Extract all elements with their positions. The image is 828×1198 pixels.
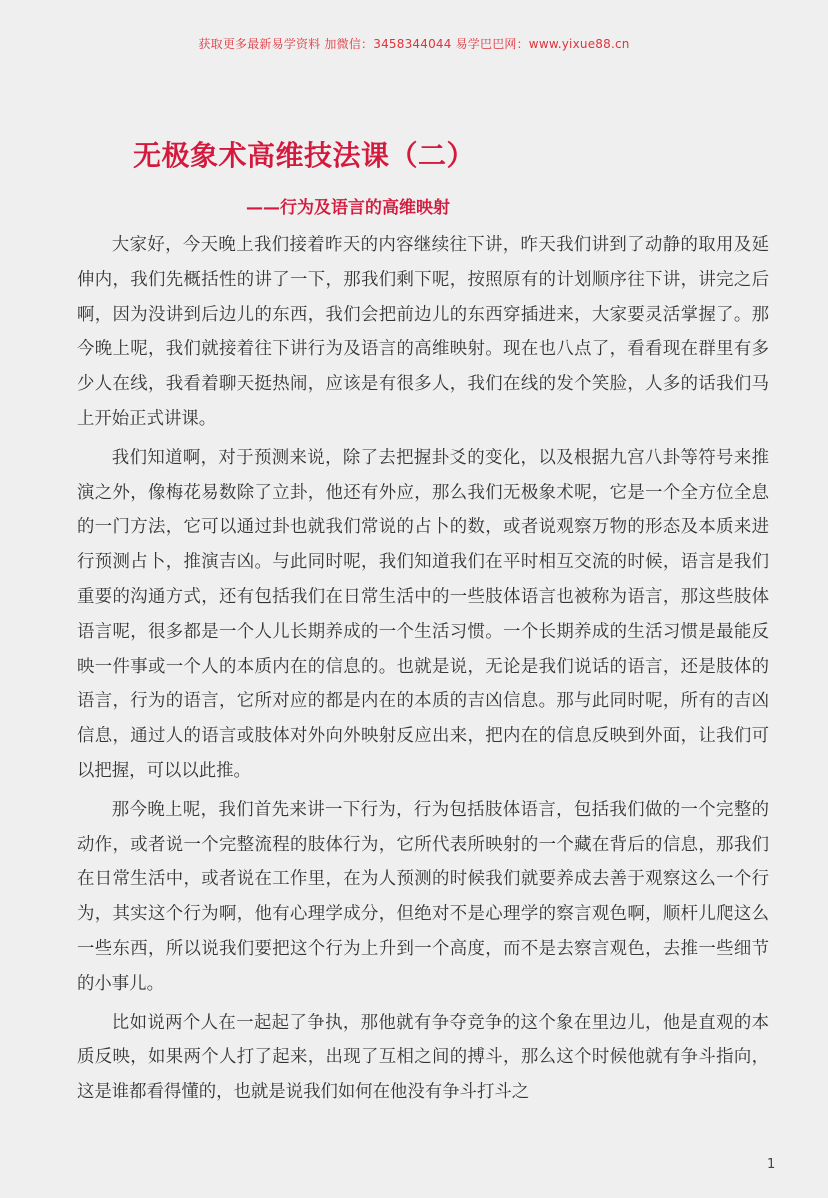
paragraph: 我们知道啊，对于预测来说，除了去把握卦爻的变化，以及根据九宫八卦等符号来推演之外，像梅花易数除了立卦，他还有外应，那么我们无极象术呢，它是一个全方位全息的一门方法，它可以通过卦也就我们常说的占卜的数，或者说观察万物的形态及本质来进行预测占卜，推演吉凶。与此同时呢，我们知道我们在平时相互交流的时候，语言是我们重要的沟通方式，还有包括我们在日常生活中的一些肢体语言也被称为语言，那这些肢体语言呢，很多都是一个人儿长期养成的一个生活习惯。一个长期养成的生活习惯是最能反映一件事或一个人的本质内在的信息的。也就是说，无论是我们说话的语言，还是肢体的语言，行为的语言，它所对应的都是内在的本质的吉凶信息。那与此同时呢，所有的吉凶信息，通过人的语言或肢体对外向外映射反应出来，把内在的信息反映到外面，让我们可以把握，可以以此推。 (77, 447, 769, 781)
paragraph: 比如说两个人在一起起了争执，那他就有争夺竞争的这个象在里边儿，他是直观的本质反映，如果两个人打了起来，出现了互相之间的搏斗，那么这个时候他就有争斗指向，这是谁都看得懂的，也就是说我们如何在他没有争斗打斗之 (77, 1012, 769, 1103)
page-number: 1 (767, 1157, 776, 1172)
document-title: 无极象术高维技法课（二） (133, 139, 476, 172)
document-body (77, 228, 769, 1114)
document-subtitle: ——行为及语言的高维映射 (246, 198, 450, 218)
header-banner: 获取更多最新易学资料 加微信：3458344044 易学巴巴网：www.yixue88.cn (198, 37, 630, 51)
paragraph: 大家好，今天晚上我们接着昨天的内容继续往下讲，昨天我们讲到了动静的取用及延伸内，我们先概括性的讲了一下，那我们剩下呢，按照原有的计划顺序往下讲，讲完之后啊，因为没讲到后边儿的东西，我们会把前边儿的东西穿插进来，大家要灵活掌握了。那今晚上呢，我们就接着往下讲行为及语言的高维映射。现在也八点了，看看现在群里有多少人在线，我看着聊天挺热闹，应该是有很多人，我们在线的发个笑脸，人多的话我们马上开始正式讲课。 (77, 235, 769, 429)
paragraph: 那今晚上呢，我们首先来讲一下行为，行为包括肢体语言，包括我们做的一个完整的动作，或者说一个完整流程的肢体行为，它所代表所映射的一个藏在背后的信息，那我们在日常生活中，或者说在工作里，在为人预测的时候我们就要养成去善于观察这么一个行为，其实这个行为啊，他有心理学成分，但绝对不是心理学的察言观色啊，顺杆儿爬这么一些东西，所以说我们要把这个行为上升到一个高度，而不是去察言观色，去推一些细节的小事儿。 (77, 799, 769, 994)
